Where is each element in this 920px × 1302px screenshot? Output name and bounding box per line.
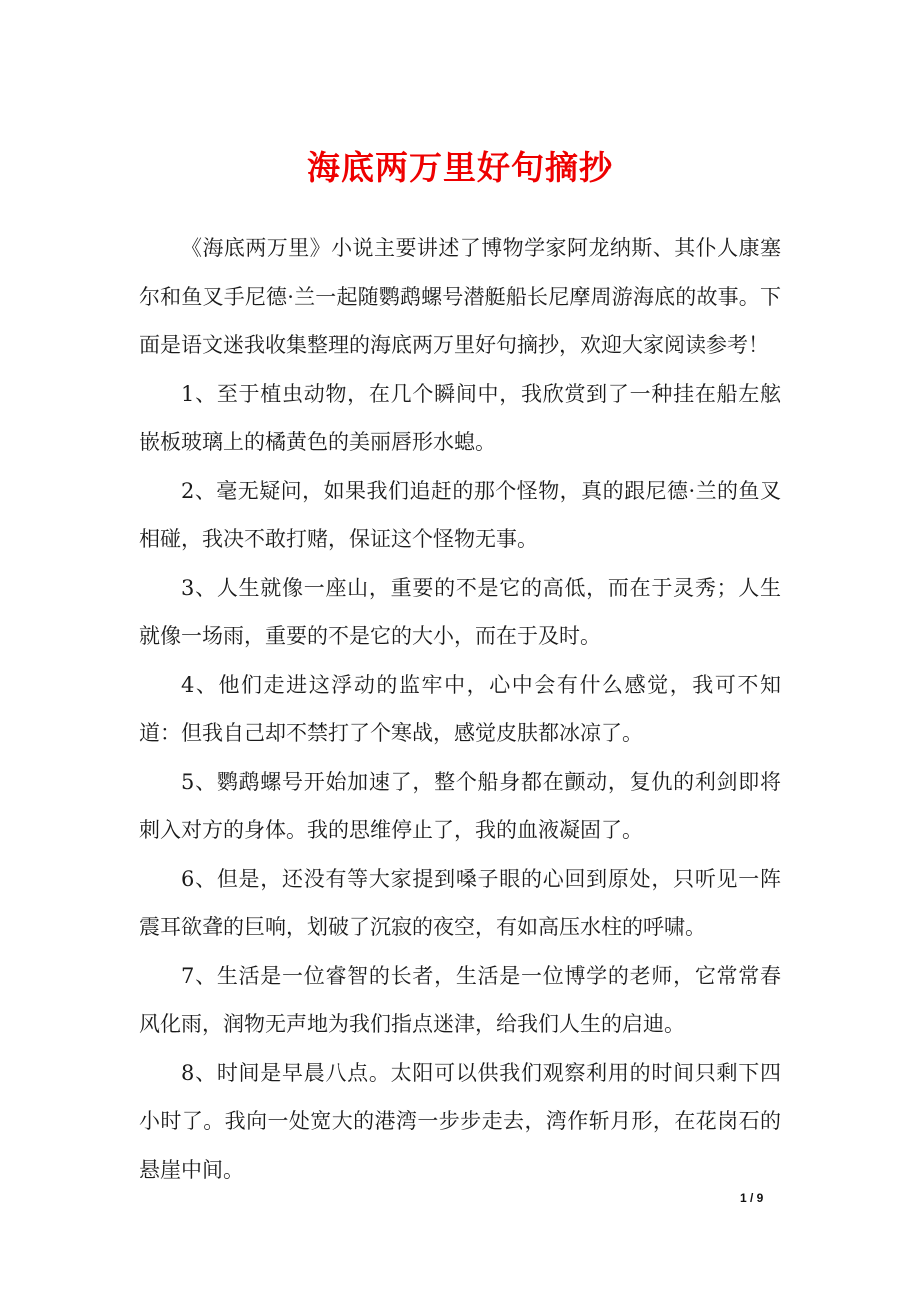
document-body	[139, 224, 781, 1194]
quote-paragraph-5: 5、鹦鹉螺号开始加速了，整个船身都在颤动，复仇的利剑即将刺入对方的身体。我的思维停止了，我的血液凝固了。	[139, 769, 781, 842]
quote-paragraph-3: 3、人生就像一座山，重要的不是它的高低，而在于灵秀；人生就像一场雨，重要的不是它的大小，而在于及时。	[139, 575, 781, 648]
quote-paragraph-8: 8、时间是早晨八点。太阳可以供我们观察利用的时间只剩下四小时了。我向一处宽大的港湾一步步走去，湾作斩月形，在花岗石的悬崖中间。	[139, 1060, 781, 1182]
quote-paragraph-6: 6、但是，还没有等大家提到嗓子眼的心回到原处，只听见一阵震耳欲聋的巨响，划破了沉寂的夜空，有如高压水柱的呼啸。	[139, 866, 781, 939]
page-number: 1 / 9	[740, 1191, 764, 1205]
quote-paragraph-2: 2、毫无疑问，如果我们追赶的那个怪物，真的跟尼德·兰的鱼叉相碰，我决不敢打赌，保证这个怪物无事。	[139, 478, 781, 551]
quote-paragraph-1: 1、至于植虫动物，在几个瞬间中，我欣赏到了一种挂在船左舷嵌板玻璃上的橘黄色的美丽唇形水螅。	[139, 381, 781, 454]
quote-paragraph-4: 4、他们走进这浮动的监牢中，心中会有什么感觉，我可不知道：但我自己却不禁打了个寒战，感觉皮肤都冰凉了。	[139, 672, 781, 745]
quote-paragraph-7: 7、生活是一位睿智的长者，生活是一位博学的老师，它常常春风化雨，润物无声地为我们指点迷津，给我们人生的启迪。	[139, 963, 781, 1036]
intro-paragraph: 《海底两万里》小说主要讲述了博物学家阿龙纳斯、其仆人康塞尔和鱼叉手尼德·兰一起随鹦鹉螺号潜艇船长尼摩周游海底的故事。下面是语文迷我收集整理的海底两万里好句摘抄，欢迎大家阅读参考！	[139, 236, 781, 357]
document-title: 海底两万里好句摘抄	[307, 148, 613, 187]
